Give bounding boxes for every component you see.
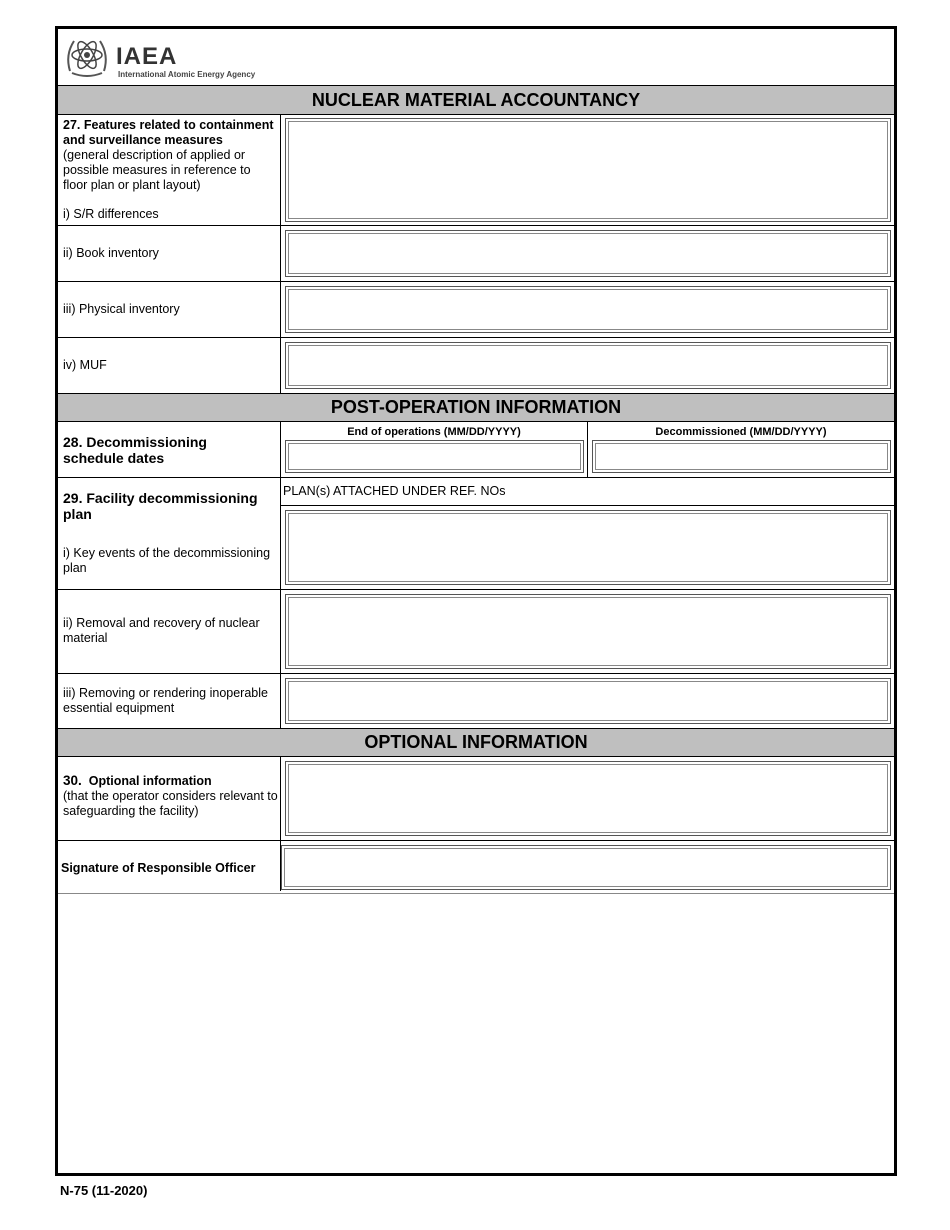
q27-iii-field[interactable] (285, 286, 891, 333)
q28-title: 28. Decommissioning schedule dates (63, 434, 207, 466)
q27-desc: (general description of applied or possible measures in reference to floor plan or plant layout) (63, 148, 251, 192)
form-code: N-75 (11-2020) (60, 1183, 148, 1198)
q30-field[interactable] (285, 761, 891, 836)
q30-title: 30. Optional information (that the operator considers relevant to safeguarding the facility) (63, 773, 278, 818)
iaea-logo (62, 33, 262, 81)
q29-ii-field[interactable] (285, 594, 891, 669)
q27-i-field[interactable] (285, 118, 891, 222)
form-frame (55, 26, 897, 1176)
q28-col1-header: End of operations (MM/DD/YYYY) (347, 426, 521, 438)
q27-ii-field[interactable] (285, 230, 891, 277)
iaea-emblem-icon (62, 33, 112, 79)
column-divider (280, 115, 281, 393)
q29-iii-field[interactable] (285, 678, 891, 724)
q27-title: 27. Features related to containment and surveillance measures (general description of applied or possible measures in reference to floor plan or plant layout) (63, 118, 274, 192)
q29-i-label: i) Key events of the decommissioning plan (63, 546, 271, 575)
q27-iv-label: iv) MUF (63, 358, 107, 372)
end-of-operations-field[interactable] (285, 440, 584, 473)
q30-desc: (that the operator considers relevant to safeguarding the facility) (63, 789, 278, 818)
q29-i-field[interactable] (285, 510, 891, 585)
decommissioned-field[interactable] (592, 440, 891, 473)
q29-iii-label: iii) Removing or rendering inoperable essential equipment (63, 686, 268, 715)
logo-name: International Atomic Energy Agency (118, 70, 256, 79)
q29-attached-label: PLAN(s) ATTACHED UNDER REF. NOs (283, 484, 506, 498)
q29-ii-label: ii) Removal and recovery of nuclear material (63, 616, 260, 645)
section-optional: OPTIONAL INFORMATION (58, 728, 894, 757)
q27-iii-label: iii) Physical inventory (63, 302, 180, 316)
q27-ii-label: ii) Book inventory (63, 246, 159, 260)
section-post: POST-OPERATION INFORMATION (58, 393, 894, 422)
q27-i-label: i) S/R differences (63, 207, 159, 221)
signature-label: Signature of Responsible Officer (61, 861, 256, 875)
signature-field[interactable] (281, 845, 891, 890)
q29-title: 29. Facility decommissioning plan (63, 490, 258, 522)
section-nma: NUCLEAR MATERIAL ACCOUNTANCY (58, 85, 894, 115)
q27-iv-field[interactable] (285, 342, 891, 389)
q28-col2-header: Decommissioned (MM/DD/YYYY) (655, 426, 827, 438)
logo-abbr: IAEA (116, 43, 178, 70)
